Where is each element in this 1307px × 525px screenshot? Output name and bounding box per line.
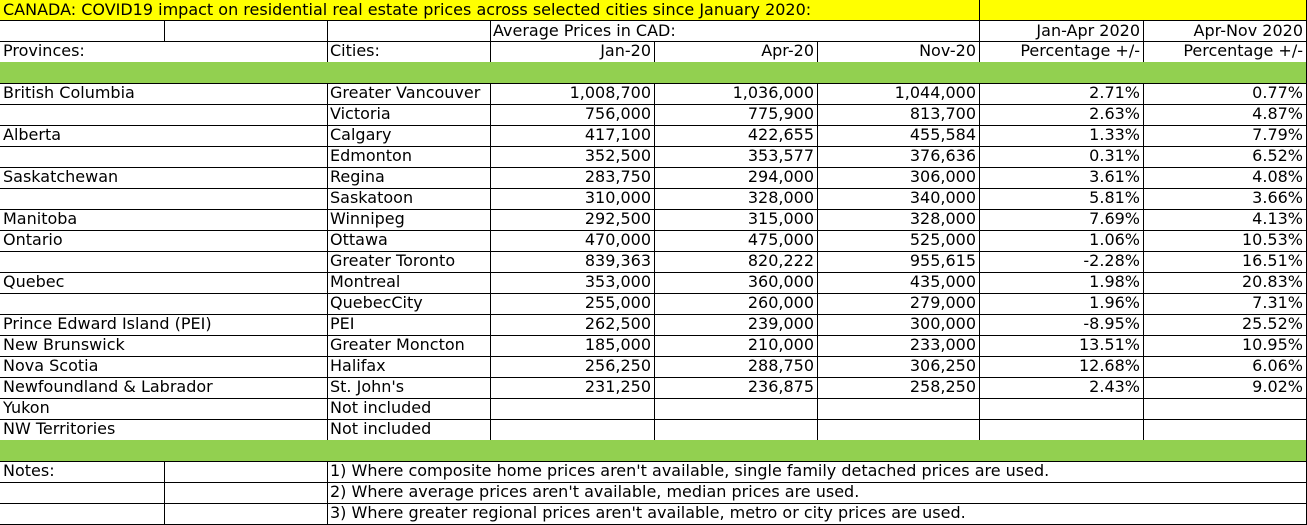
pct-apr-nov-cell[interactable]: 7.79% — [1143, 125, 1307, 147]
note-line[interactable]: 1) Where composite home prices aren't available, single family detached prices are used. — [327, 461, 1143, 483]
province-cell[interactable] — [0, 146, 328, 168]
jan-price-cell[interactable]: 292,500 — [490, 209, 655, 231]
apr-price-cell[interactable]: 1,036,000 — [654, 83, 818, 105]
header-jan-20[interactable]: Jan-20 — [490, 41, 655, 63]
green-band-cell[interactable] — [979, 440, 1144, 462]
pct-jan-apr-cell[interactable] — [979, 398, 1144, 420]
green-band-cell[interactable] — [654, 440, 818, 462]
jan-price-cell[interactable]: 283,750 — [490, 167, 655, 189]
pct-jan-apr-cell[interactable]: 2.63% — [979, 104, 1144, 126]
pct-jan-apr-cell[interactable]: 13.51% — [979, 335, 1144, 357]
city-cell[interactable]: Greater Moncton — [327, 335, 491, 357]
province-cell[interactable]: British Columbia — [0, 83, 328, 105]
note-line[interactable]: 3) Where greater regional prices aren't available, metro or city prices are used. — [327, 503, 1143, 525]
green-band-cell[interactable] — [654, 62, 818, 84]
province-cell[interactable]: New Brunswick — [0, 335, 328, 357]
nov-price-cell[interactable]: 955,615 — [817, 251, 980, 273]
province-cell[interactable]: Manitoba — [0, 209, 328, 231]
apr-price-cell[interactable]: 315,000 — [654, 209, 818, 231]
apr-price-cell[interactable]: 288,750 — [654, 356, 818, 378]
pct-jan-apr-cell[interactable]: 0.31% — [979, 146, 1144, 168]
pct-apr-nov-cell[interactable]: 16.51% — [1143, 251, 1307, 273]
jan-price-cell[interactable]: 839,363 — [490, 251, 655, 273]
pct-jan-apr-cell[interactable]: 12.68% — [979, 356, 1144, 378]
apr-price-cell[interactable]: 475,000 — [654, 230, 818, 252]
green-band-cell[interactable] — [327, 62, 491, 84]
header-apr-20[interactable]: Apr-20 — [654, 41, 818, 63]
sheet-title[interactable]: CANADA: COVID19 impact on residential real estate prices across selected cities since January 2020: — [0, 0, 980, 21]
nov-price-cell[interactable]: 306,250 — [817, 356, 980, 378]
province-cell[interactable] — [0, 293, 328, 315]
nov-price-cell[interactable]: 376,636 — [817, 146, 980, 168]
city-cell[interactable]: Winnipeg — [327, 209, 491, 231]
jan-price-cell[interactable]: 1,008,700 — [490, 83, 655, 105]
cell[interactable] — [1143, 461, 1307, 483]
pct-apr-nov-cell[interactable]: 20.83% — [1143, 272, 1307, 294]
green-band-cell[interactable] — [490, 62, 655, 84]
green-band-cell[interactable] — [817, 440, 980, 462]
province-cell[interactable]: Ontario — [0, 230, 328, 252]
apr-price-cell[interactable] — [654, 419, 818, 441]
cell[interactable] — [164, 482, 328, 504]
city-cell[interactable]: Not included — [327, 419, 491, 441]
header-apr-nov-2020[interactable]: Apr-Nov 2020 — [1143, 21, 1307, 42]
city-cell[interactable]: Saskatoon — [327, 188, 491, 210]
jan-price-cell[interactable]: 417,100 — [490, 125, 655, 147]
jan-price-cell[interactable]: 353,000 — [490, 272, 655, 294]
province-cell[interactable]: Newfoundland & Labrador — [0, 377, 328, 399]
province-cell[interactable] — [0, 251, 328, 273]
province-cell[interactable]: Prince Edward Island (PEI) — [0, 314, 328, 336]
pct-jan-apr-cell[interactable]: 2.71% — [979, 83, 1144, 105]
apr-price-cell[interactable]: 422,655 — [654, 125, 818, 147]
pct-jan-apr-cell[interactable]: 1.98% — [979, 272, 1144, 294]
jan-price-cell[interactable] — [490, 419, 655, 441]
apr-price-cell[interactable]: 294,000 — [654, 167, 818, 189]
city-cell[interactable]: Montreal — [327, 272, 491, 294]
jan-price-cell[interactable]: 352,500 — [490, 146, 655, 168]
nov-price-cell[interactable]: 455,584 — [817, 125, 980, 147]
apr-price-cell[interactable]: 328,000 — [654, 188, 818, 210]
city-cell[interactable]: Calgary — [327, 125, 491, 147]
pct-apr-nov-cell[interactable]: 7.31% — [1143, 293, 1307, 315]
cell[interactable] — [164, 461, 328, 483]
cell-yellow[interactable] — [1143, 0, 1307, 21]
province-cell[interactable]: Alberta — [0, 125, 328, 147]
green-band-cell[interactable] — [979, 62, 1144, 84]
jan-price-cell[interactable]: 256,250 — [490, 356, 655, 378]
city-cell[interactable]: Ottawa — [327, 230, 491, 252]
jan-price-cell[interactable]: 255,000 — [490, 293, 655, 315]
nov-price-cell[interactable]: 813,700 — [817, 104, 980, 126]
apr-price-cell[interactable]: 353,577 — [654, 146, 818, 168]
header-percentage-2[interactable]: Percentage +/- — [1143, 41, 1307, 63]
apr-price-cell[interactable]: 239,000 — [654, 314, 818, 336]
apr-price-cell[interactable]: 360,000 — [654, 272, 818, 294]
province-cell[interactable]: Yukon — [0, 398, 328, 420]
pct-jan-apr-cell[interactable]: 1.96% — [979, 293, 1144, 315]
jan-price-cell[interactable]: 310,000 — [490, 188, 655, 210]
province-cell[interactable]: Saskatchewan — [0, 167, 328, 189]
city-cell[interactable]: Victoria — [327, 104, 491, 126]
pct-apr-nov-cell[interactable]: 3.66% — [1143, 188, 1307, 210]
jan-price-cell[interactable]: 262,500 — [490, 314, 655, 336]
province-cell[interactable]: NW Territories — [0, 419, 328, 441]
pct-jan-apr-cell[interactable]: -2.28% — [979, 251, 1144, 273]
city-cell[interactable]: Halifax — [327, 356, 491, 378]
jan-price-cell[interactable] — [490, 398, 655, 420]
cell[interactable] — [327, 21, 491, 42]
apr-price-cell[interactable]: 775,900 — [654, 104, 818, 126]
city-cell[interactable]: Regina — [327, 167, 491, 189]
jan-price-cell[interactable]: 231,250 — [490, 377, 655, 399]
header-jan-apr-2020[interactable]: Jan-Apr 2020 — [979, 21, 1144, 42]
nov-price-cell[interactable]: 233,000 — [817, 335, 980, 357]
nov-price-cell[interactable]: 435,000 — [817, 272, 980, 294]
cell[interactable] — [1143, 482, 1307, 504]
header-nov-20[interactable]: Nov-20 — [817, 41, 980, 63]
pct-jan-apr-cell[interactable]: 7.69% — [979, 209, 1144, 231]
city-cell[interactable]: PEI — [327, 314, 491, 336]
nov-price-cell[interactable]: 279,000 — [817, 293, 980, 315]
nov-price-cell[interactable]: 306,000 — [817, 167, 980, 189]
green-band-cell[interactable] — [490, 440, 655, 462]
pct-jan-apr-cell[interactable]: 5.81% — [979, 188, 1144, 210]
notes-label[interactable]: Notes: — [0, 461, 165, 483]
apr-price-cell[interactable] — [654, 398, 818, 420]
green-band-cell[interactable] — [1143, 440, 1307, 462]
pct-jan-apr-cell[interactable]: 2.43% — [979, 377, 1144, 399]
nov-price-cell[interactable]: 340,000 — [817, 188, 980, 210]
nov-price-cell[interactable]: 300,000 — [817, 314, 980, 336]
apr-price-cell[interactable]: 236,875 — [654, 377, 818, 399]
green-band-cell[interactable] — [327, 440, 491, 462]
apr-price-cell[interactable]: 820,222 — [654, 251, 818, 273]
green-band-cell[interactable] — [164, 440, 328, 462]
cell-yellow[interactable] — [979, 0, 1144, 21]
pct-apr-nov-cell[interactable]: 0.77% — [1143, 83, 1307, 105]
cell[interactable] — [164, 41, 328, 63]
cell[interactable] — [164, 21, 328, 42]
pct-apr-nov-cell[interactable]: 10.53% — [1143, 230, 1307, 252]
jan-price-cell[interactable]: 185,000 — [490, 335, 655, 357]
pct-apr-nov-cell[interactable] — [1143, 398, 1307, 420]
header-provinces[interactable]: Provinces: — [0, 41, 165, 63]
green-band-cell[interactable] — [0, 62, 165, 84]
city-cell[interactable]: Greater Toronto — [327, 251, 491, 273]
city-cell[interactable]: Not included — [327, 398, 491, 420]
green-band-cell[interactable] — [817, 62, 980, 84]
pct-apr-nov-cell[interactable]: 6.06% — [1143, 356, 1307, 378]
city-cell[interactable]: Edmonton — [327, 146, 491, 168]
pct-apr-nov-cell[interactable]: 10.95% — [1143, 335, 1307, 357]
green-band-cell[interactable] — [164, 62, 328, 84]
province-cell[interactable]: Quebec — [0, 272, 328, 294]
pct-apr-nov-cell[interactable] — [1143, 419, 1307, 441]
pct-apr-nov-cell[interactable]: 6.52% — [1143, 146, 1307, 168]
city-cell[interactable]: Greater Vancouver — [327, 83, 491, 105]
note-line[interactable]: 2) Where average prices aren't available, median prices are used. — [327, 482, 1143, 504]
nov-price-cell[interactable] — [817, 419, 980, 441]
pct-apr-nov-cell[interactable]: 4.13% — [1143, 209, 1307, 231]
cell[interactable] — [817, 21, 980, 42]
nov-price-cell[interactable] — [817, 398, 980, 420]
province-cell[interactable] — [0, 104, 328, 126]
green-band-cell[interactable] — [1143, 62, 1307, 84]
pct-apr-nov-cell[interactable]: 4.08% — [1143, 167, 1307, 189]
pct-jan-apr-cell[interactable] — [979, 419, 1144, 441]
header-cities[interactable]: Cities: — [327, 41, 491, 63]
header-percentage-1[interactable]: Percentage +/- — [979, 41, 1144, 63]
province-cell[interactable] — [0, 188, 328, 210]
pct-jan-apr-cell[interactable]: 3.61% — [979, 167, 1144, 189]
province-cell[interactable]: Nova Scotia — [0, 356, 328, 378]
city-cell[interactable]: QuebecCity — [327, 293, 491, 315]
apr-price-cell[interactable]: 260,000 — [654, 293, 818, 315]
nov-price-cell[interactable]: 258,250 — [817, 377, 980, 399]
apr-price-cell[interactable]: 210,000 — [654, 335, 818, 357]
city-cell[interactable]: St. John's — [327, 377, 491, 399]
pct-jan-apr-cell[interactable]: 1.06% — [979, 230, 1144, 252]
jan-price-cell[interactable]: 756,000 — [490, 104, 655, 126]
nov-price-cell[interactable]: 1,044,000 — [817, 83, 980, 105]
cell[interactable] — [0, 21, 165, 42]
header-average-prices[interactable]: Average Prices in CAD: — [490, 21, 818, 42]
nov-price-cell[interactable]: 328,000 — [817, 209, 980, 231]
green-band-cell[interactable] — [0, 440, 165, 462]
pct-apr-nov-cell[interactable]: 9.02% — [1143, 377, 1307, 399]
pct-jan-apr-cell[interactable]: 1.33% — [979, 125, 1144, 147]
pct-jan-apr-cell[interactable]: -8.95% — [979, 314, 1144, 336]
pct-apr-nov-cell[interactable]: 4.87% — [1143, 104, 1307, 126]
nov-price-cell[interactable]: 525,000 — [817, 230, 980, 252]
cell[interactable] — [0, 482, 165, 504]
pct-apr-nov-cell[interactable]: 25.52% — [1143, 314, 1307, 336]
jan-price-cell[interactable]: 470,000 — [490, 230, 655, 252]
